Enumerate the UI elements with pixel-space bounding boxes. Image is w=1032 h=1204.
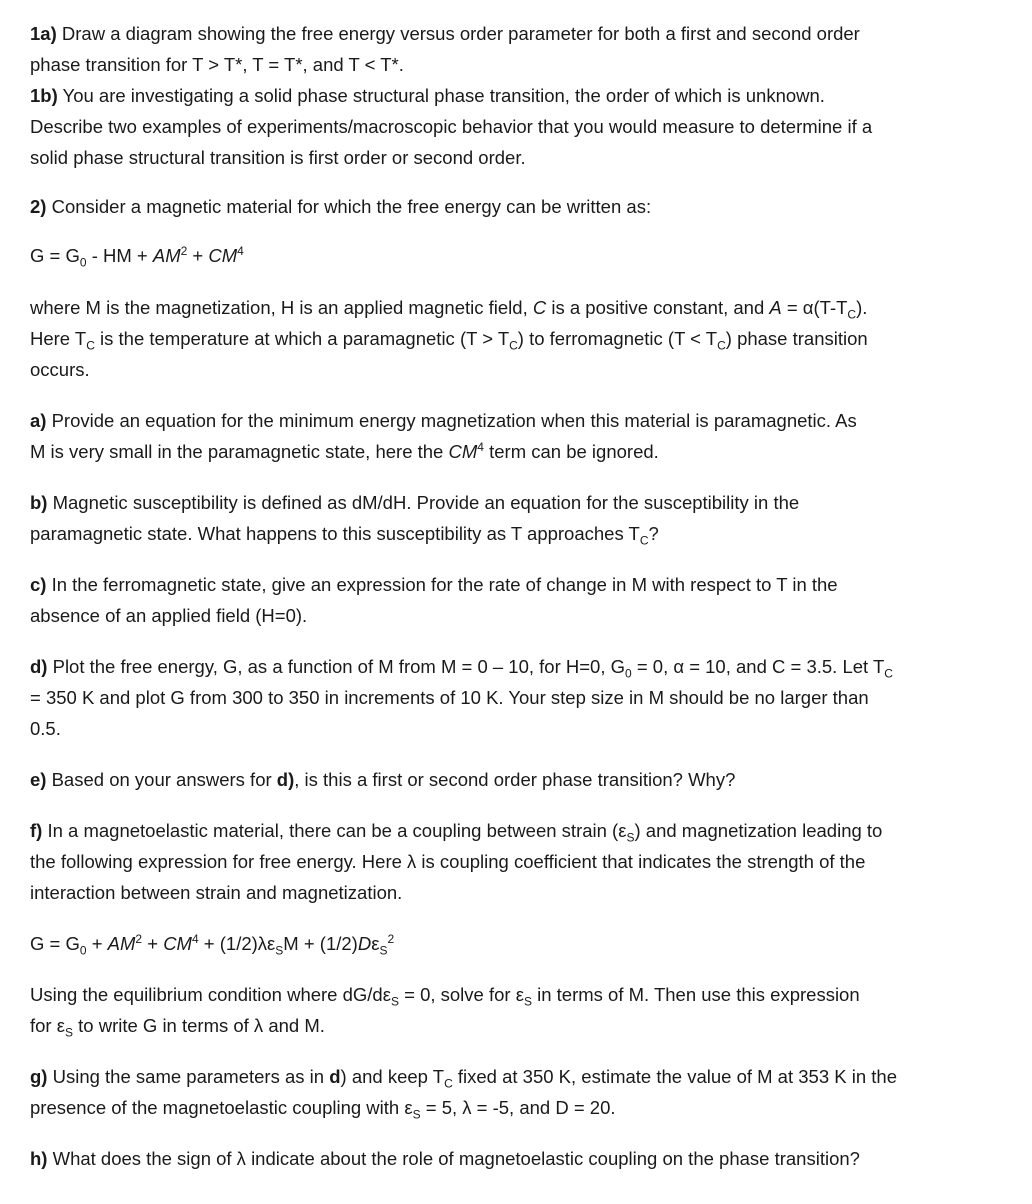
document-body [30,18,1010,1174]
text: for ε [30,1015,65,1036]
text: + [86,933,108,954]
text: Here T [30,328,87,349]
text: C [847,307,857,322]
text: ? [648,523,659,544]
text: S [275,943,284,958]
question-c [30,569,1010,631]
equilibrium-paragraph [30,979,1010,1041]
text: 0 [79,255,87,270]
question-label: b) [30,492,48,513]
text: C [639,533,649,548]
question-e [30,764,1010,795]
text: 4 [477,439,484,454]
question-h [30,1143,1010,1174]
magnetoelastic-equation [30,928,1010,959]
text: ε [371,933,380,954]
text: in terms of M. Then use this expression [531,984,860,1005]
text: 0.5. [30,718,61,739]
text: Plot the free energy, G, as a function of M from M = 0 – 10, for H=0, G [47,656,626,677]
text: term can be ignored. [483,441,659,462]
text: Consider a magnetic material for which the free energy can be written as: [46,196,652,217]
text: + (1/2)λε [198,933,276,954]
text: M is very small in the paramagnetic state, here the [30,441,449,462]
text: Describe two examples of experiments/macroscopic behavior that you would measure to determine if a [30,116,873,137]
text: absence of an applied field (H=0). [30,605,308,626]
text: C [532,297,547,318]
text: paramagnetic state. What happens to this susceptibility as T approaches T [30,523,640,544]
text: M + (1/2) [283,933,358,954]
text: CM [208,245,238,266]
text: D [357,933,372,954]
question-f [30,815,1010,908]
text: interaction between strain and magnetization. [30,882,403,903]
text: CM [448,441,478,462]
text: ). [856,297,868,318]
text: S [523,994,532,1009]
text: Draw a diagram showing the free energy versus order parameter for both a first and second order [56,23,860,44]
question-b [30,487,1010,549]
text: ) to ferromagnetic (T < T [517,328,718,349]
text: ) phase transition [725,328,868,349]
text: 4 [191,931,199,946]
text: + [142,933,164,954]
text: solid phase structural transition is first order or second order. [30,147,526,168]
text: ) and magnetization leading to [634,820,883,841]
text: - HM + [86,245,153,266]
text: S [379,943,388,958]
text: 2 [135,931,143,946]
text: 0 [625,666,632,681]
text: S [412,1107,421,1122]
question-label: 2) [30,196,47,217]
text: You are investigating a solid phase structural phase transition, the order of which is unknown. [57,85,825,106]
text: Magnetic susceptibility is defined as dM/dH. Provide an equation for the susceptibility in the [47,492,800,513]
text: where M is the magnetization, H is an applied magnetic field, [30,297,533,318]
text: , is this a first or second order phase transition? Why? [294,769,736,790]
text: Using the same parameters as in [47,1066,330,1087]
text: phase transition for T > T*, T = T*, and T < T*. [30,54,404,75]
text: In a magnetoelastic material, there can be a coupling between strain (ε [42,820,627,841]
text: = 0, solve for ε [398,984,524,1005]
text: A [769,297,782,318]
text: What does the sign of λ indicate about the role of magnetoelastic coupling on the phase transition? [47,1148,860,1169]
text: 0 [79,943,87,958]
text: AM [107,933,136,954]
text: C [717,338,726,353]
text: occurs. [30,359,90,380]
question-label: d) [30,656,48,677]
question-label: a) [30,410,47,431]
text: = α(T-T [781,297,848,318]
text: C [444,1076,453,1091]
question-label: f) [30,820,43,841]
question-1a [30,18,1010,80]
question-label: g) [30,1066,48,1087]
text: = 5, λ = -5, and D = 20. [420,1097,616,1118]
question-label: e) [30,769,47,790]
text: d [329,1066,341,1087]
text: S [626,830,635,845]
question-label: h) [30,1148,48,1169]
text: + [187,245,209,266]
text: Provide an equation for the minimum energy magnetization when this material is paramagnetic. As [46,410,857,431]
text: S [64,1025,73,1040]
text: = 0, α = 10, and C = 3.5. Let T [631,656,885,677]
text: 2 [387,931,395,946]
text: G = G [30,245,80,266]
text: ) and keep T [340,1066,445,1087]
question-g [30,1061,1010,1123]
text: Using the equilibrium condition where dG/dε [30,984,391,1005]
text: CM [163,933,192,954]
question-label: 1a) [30,23,57,44]
question-2 [30,191,1010,222]
text: Based on your answers for [46,769,277,790]
text: 2 [180,243,188,258]
text: C [86,338,95,353]
text: is the temperature at which a paramagnetic (T > T [94,328,510,349]
text: presence of the magnetoelastic coupling with ε [30,1097,413,1118]
where-paragraph [30,292,1010,385]
question-1b [30,80,1010,173]
text: the following expression for free energy. Here λ is coupling coefficient that indicates the strength of the [30,851,866,872]
text: G = G [30,933,80,954]
text: In the ferromagnetic state, give an expression for the rate of change in M with respect to T in the [46,574,838,595]
text: is a positive constant, and [546,297,770,318]
question-a [30,405,1010,467]
text: S [390,994,399,1009]
text: 4 [237,243,244,258]
free-energy-equation [30,240,1010,271]
question-d [30,651,1010,744]
text: fixed at 350 K, estimate the value of M at 353 K in the [452,1066,897,1087]
text: d) [276,769,295,790]
text: = 350 K and plot G from 300 to 350 in increments of 10 K. Your step size in M should be no larger than [30,687,869,708]
text: to write G in terms of λ and M. [73,1015,325,1036]
question-label: c) [30,574,47,595]
text: C [509,338,518,353]
text: AM [152,245,181,266]
question-label: 1b) [30,85,58,106]
text: C [884,666,893,681]
